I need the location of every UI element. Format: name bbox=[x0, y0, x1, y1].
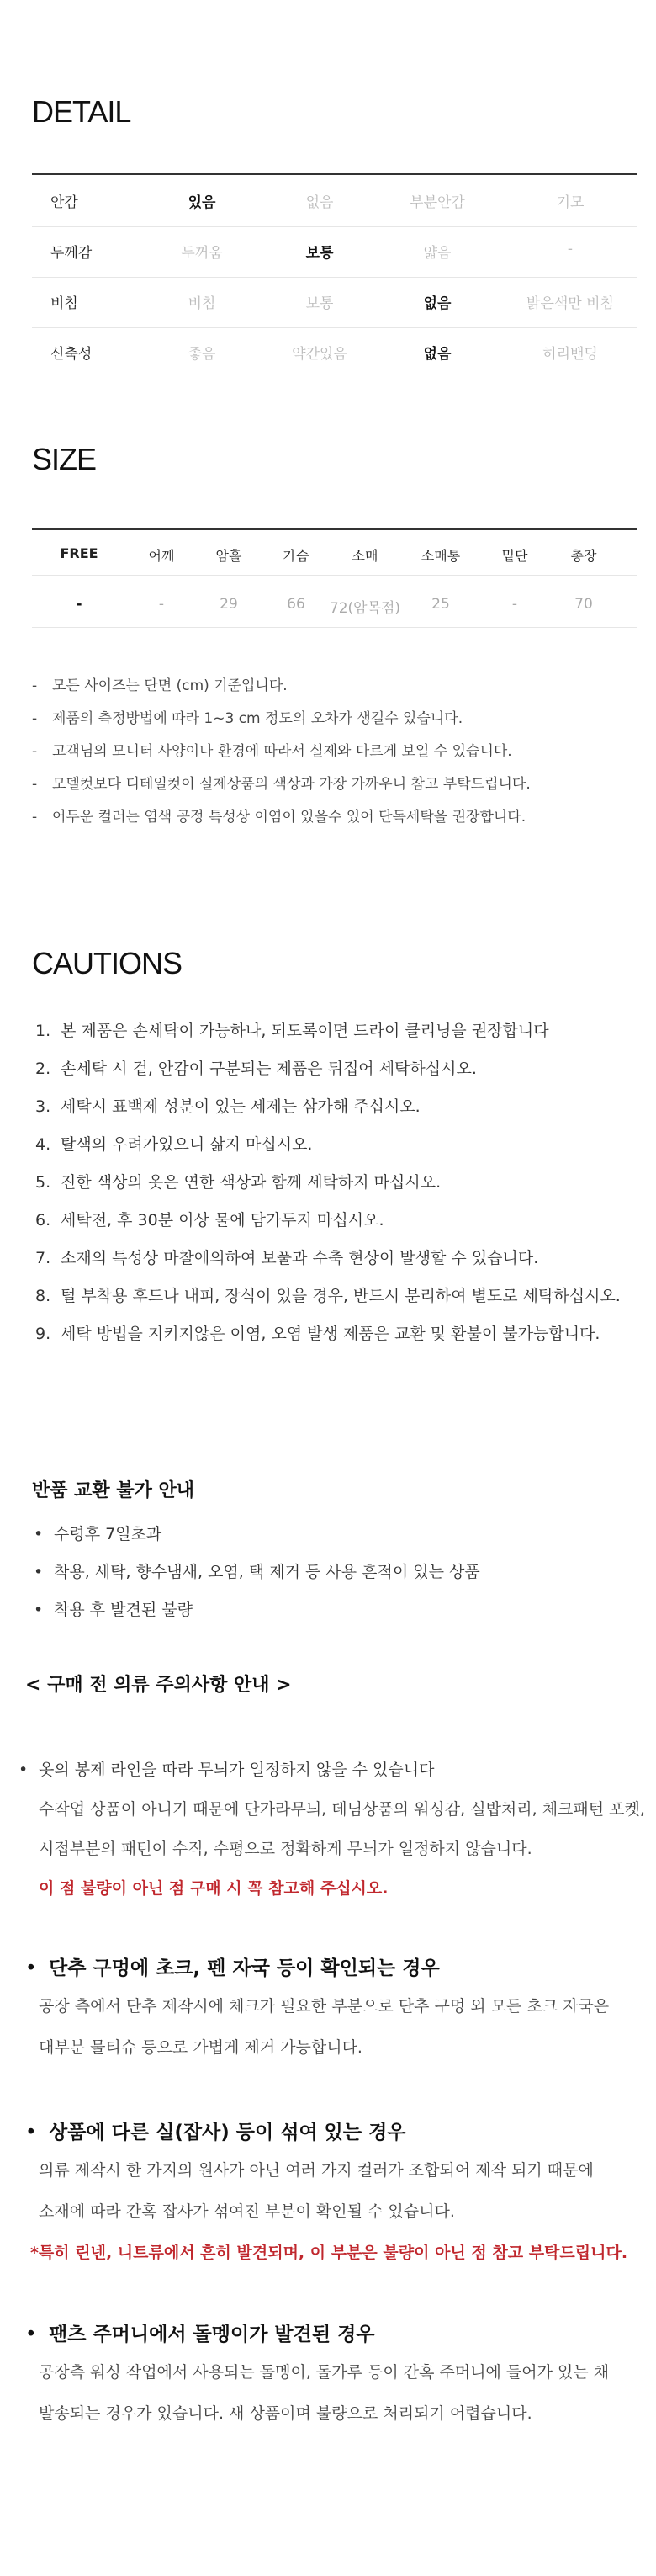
caution-item bbox=[35, 1018, 549, 1041]
detail-row-divider bbox=[32, 226, 637, 227]
caution-item bbox=[35, 1283, 621, 1306]
note-text: 제품의 측정방법에 따라 1~3 cm 정도의 오차가 생길수 있습니다. bbox=[52, 710, 463, 727]
precaution-section-title bbox=[25, 1952, 440, 1980]
detail-row-label: 안감 bbox=[50, 194, 78, 211]
detail-option: 없음 bbox=[305, 194, 334, 211]
detail-option: 허리밴딩 bbox=[542, 346, 598, 363]
caution-text: 본 제품은 손세탁이 가능하나, 되도록이면 드라이 클리닝을 권장합니다 bbox=[61, 1022, 549, 1040]
returns-item bbox=[34, 1559, 480, 1582]
caution-text: 털 부착용 후드나 내피, 장식이 있을 경우, 반드시 분리하여 별도로 세탁하십시오. bbox=[61, 1287, 621, 1305]
cautions-title: CAUTIONS bbox=[32, 946, 183, 980]
caution-item bbox=[35, 1056, 477, 1079]
precaution-section-title-text: 팬츠 주머니에서 돌멩이가 발견된 경우 bbox=[49, 2324, 375, 2345]
detail-row-label: 신축성 bbox=[50, 346, 93, 363]
detail-row-divider bbox=[32, 277, 637, 278]
size-header-cell: 밑단 bbox=[501, 548, 528, 564]
detail-option: 밝은색만 비침 bbox=[526, 295, 614, 312]
detail-option: 보통 bbox=[305, 295, 334, 312]
size-value-cell: - bbox=[158, 596, 165, 613]
detail-option: 비침 bbox=[188, 295, 216, 312]
bullet: • bbox=[34, 1601, 44, 1619]
caution-number: 3. bbox=[35, 1097, 51, 1116]
bullet: • bbox=[25, 1957, 37, 1979]
detail-option-selected: 보통 bbox=[305, 245, 334, 262]
note-text: 모델컷보다 디테일컷이 실제상품의 색상과 가장 가까우니 참고 부탁드립니다. bbox=[52, 776, 531, 793]
returns-text: 착용 후 발견된 불량 bbox=[54, 1601, 193, 1619]
size-header-cell: 소매통 bbox=[421, 548, 461, 564]
caution-item bbox=[35, 1246, 538, 1268]
detail-top-rule bbox=[32, 173, 637, 175]
precaution-section-title bbox=[25, 2117, 406, 2144]
bullet: • bbox=[19, 1761, 29, 1779]
size-title: SIZE bbox=[32, 442, 97, 476]
caution-number: 2. bbox=[35, 1060, 51, 1078]
size-value-cell: 66 bbox=[287, 596, 305, 613]
detail-option: - bbox=[567, 241, 574, 258]
caution-number: 6. bbox=[35, 1211, 51, 1230]
caution-text: 탈색의 우려가있으니 삶지 마십시오. bbox=[61, 1135, 313, 1154]
precaution-section-line: 공장 측에서 단추 제작시에 체크가 필요한 부분으로 단추 구멍 외 모든 초크 자국은 bbox=[39, 1997, 610, 2016]
caution-number: 5. bbox=[35, 1173, 51, 1192]
detail-row-divider bbox=[32, 327, 637, 328]
detail-option-selected: 있음 bbox=[188, 194, 216, 211]
detail-option: 두꺼움 bbox=[181, 245, 223, 262]
precaution-section-warning: *특히 린넨, 니트류에서 흔히 발견되며, 이 부분은 불량이 아닌 점 참고 부탁드립니다. bbox=[30, 2244, 628, 2262]
returns-text: 착용, 세탁, 향수냄새, 오염, 택 제거 등 사용 흔적이 있는 상품 bbox=[54, 1563, 480, 1581]
caution-text: 세탁시 표백제 성분이 있는 세제는 삼가해 주십시오. bbox=[61, 1097, 421, 1116]
detail-option-selected: 없음 bbox=[423, 295, 452, 312]
detail-title: DETAIL bbox=[32, 94, 131, 129]
caution-number: 8. bbox=[35, 1287, 51, 1305]
caution-text: 세탁전, 후 30분 이상 물에 담가두지 마십시오. bbox=[61, 1211, 384, 1230]
size-note bbox=[32, 805, 526, 826]
detail-row-label: 두께감 bbox=[50, 245, 93, 262]
size-header-divider bbox=[32, 575, 637, 576]
note-text: 어두운 컬러는 염색 공정 특성상 이염이 있을수 있어 단독세탁을 권장합니다. bbox=[52, 809, 526, 826]
size-note bbox=[32, 772, 531, 793]
bullet: • bbox=[25, 2122, 37, 2143]
size-header-cell: FREE bbox=[60, 545, 98, 561]
precaution-section-title-text: 단추 구멍에 초크, 펜 자국 등이 확인되는 경우 bbox=[49, 1957, 440, 1979]
precaution-intro-text: 옷의 봉제 라인을 따라 무늬가 일정하지 않을 수 있습니다 bbox=[39, 1761, 435, 1779]
note-dash: - bbox=[32, 710, 38, 727]
precaution-intro-line: 수작업 상품이 아니기 때문에 단가라무늬, 데님상품의 워싱감, 실밥처리, 체크패턴 포켓, bbox=[39, 1800, 645, 1819]
returns-text: 수령후 7일초과 bbox=[54, 1525, 162, 1543]
caution-text: 소재의 특성상 마찰에의하여 보풀과 수축 현상이 발생할 수 있습니다. bbox=[61, 1249, 539, 1267]
note-dash: - bbox=[32, 677, 38, 694]
precautions-title: < 구매 전 의류 주의사항 안내 > bbox=[25, 1675, 292, 1696]
precaution-section-line: 공장측 워싱 작업에서 사용되는 돌멩이, 돌가루 등이 간혹 주머니에 들어가 있는 채 bbox=[39, 2363, 610, 2382]
precaution-section-line: 소재에 따라 간혹 잡사가 섞여진 부분이 확인될 수 있습니다. bbox=[39, 2202, 455, 2221]
caution-item bbox=[35, 1208, 384, 1230]
bullet: • bbox=[25, 2324, 37, 2345]
detail-option: 약간있음 bbox=[292, 346, 347, 363]
size-header-cell: 가슴 bbox=[283, 548, 309, 564]
caution-item bbox=[35, 1094, 421, 1117]
caution-item bbox=[35, 1170, 441, 1192]
size-bottom-divider bbox=[32, 627, 637, 628]
caution-number: 9. bbox=[35, 1325, 51, 1343]
size-note bbox=[32, 739, 512, 760]
caution-number: 4. bbox=[35, 1135, 51, 1154]
detail-option: 기모 bbox=[556, 194, 585, 211]
size-header-cell: 소매 bbox=[352, 548, 378, 564]
precaution-section-line: 발송되는 경우가 있습니다. 새 상품이며 불량으로 처리되기 어렵습니다. bbox=[39, 2404, 532, 2423]
caution-number: 7. bbox=[35, 1249, 51, 1267]
note-text: 모든 사이즈는 단면 (cm) 기준입니다. bbox=[52, 677, 288, 694]
size-value-cell: 72(암목점) bbox=[329, 600, 401, 617]
precaution-section-line: 의류 제작시 한 가지의 원사가 아닌 여러 가지 컬러가 조합되어 제작 되기 때문에 bbox=[39, 2161, 594, 2180]
detail-option-selected: 없음 bbox=[423, 346, 452, 363]
precaution-intro-warning: 이 점 불량이 아닌 점 구매 시 꼭 참고해 주십시오. bbox=[39, 1879, 389, 1898]
size-value-cell: 70 bbox=[574, 596, 593, 613]
size-top-rule bbox=[32, 528, 637, 530]
returns-item bbox=[34, 1522, 161, 1544]
caution-item bbox=[35, 1132, 312, 1155]
note-dash: - bbox=[32, 743, 38, 760]
size-value-cell: 25 bbox=[431, 596, 450, 613]
caution-text: 세탁 방법을 지키지않은 이염, 오염 발생 제품은 교환 및 환불이 불가능합니다. bbox=[61, 1325, 600, 1343]
size-note bbox=[32, 706, 463, 727]
size-note bbox=[32, 673, 288, 694]
precaution-intro-line: 시접부분의 패턴이 수직, 수평으로 정확하게 무늬가 일정하지 않습니다. bbox=[39, 1840, 532, 1858]
detail-row-label: 비침 bbox=[50, 295, 78, 312]
precaution-section-line: 대부분 물티슈 등으로 가볍게 제거 가능합니다. bbox=[39, 2038, 362, 2057]
note-dash: - bbox=[32, 809, 38, 826]
size-header-cell: 총장 bbox=[570, 548, 597, 564]
note-text: 고객님의 모니터 사양이나 환경에 따라서 실제와 다르게 보일 수 있습니다. bbox=[52, 743, 512, 760]
detail-option: 얇음 bbox=[423, 245, 452, 262]
size-value-cell: - bbox=[511, 596, 518, 613]
precaution-section-title bbox=[25, 2318, 375, 2346]
size-value-cell: 29 bbox=[220, 596, 238, 613]
returns-item bbox=[34, 1597, 193, 1620]
size-header-cell: 어깨 bbox=[148, 548, 175, 564]
detail-option: 부분안감 bbox=[410, 194, 465, 211]
precaution-intro-line bbox=[19, 1757, 434, 1780]
bullet: • bbox=[34, 1525, 44, 1543]
returns-title: 반품 교환 불가 안내 bbox=[32, 1480, 194, 1501]
caution-number: 1. bbox=[35, 1022, 51, 1040]
caution-item bbox=[35, 1321, 600, 1344]
precaution-section-title-text: 상품에 다른 실(잡사) 등이 섞여 있는 경우 bbox=[49, 2122, 406, 2143]
detail-option: 좋음 bbox=[188, 346, 216, 363]
caution-text: 진한 색상의 옷은 연한 색상과 함께 세탁하지 마십시오. bbox=[61, 1173, 442, 1192]
note-dash: - bbox=[32, 776, 38, 793]
caution-text: 손세탁 시 겉, 안감이 구분되는 제품은 뒤집어 세탁하십시오. bbox=[61, 1060, 477, 1078]
bullet: • bbox=[34, 1563, 44, 1581]
size-value-cell: - bbox=[76, 596, 82, 613]
size-header-cell: 암홀 bbox=[215, 548, 242, 564]
